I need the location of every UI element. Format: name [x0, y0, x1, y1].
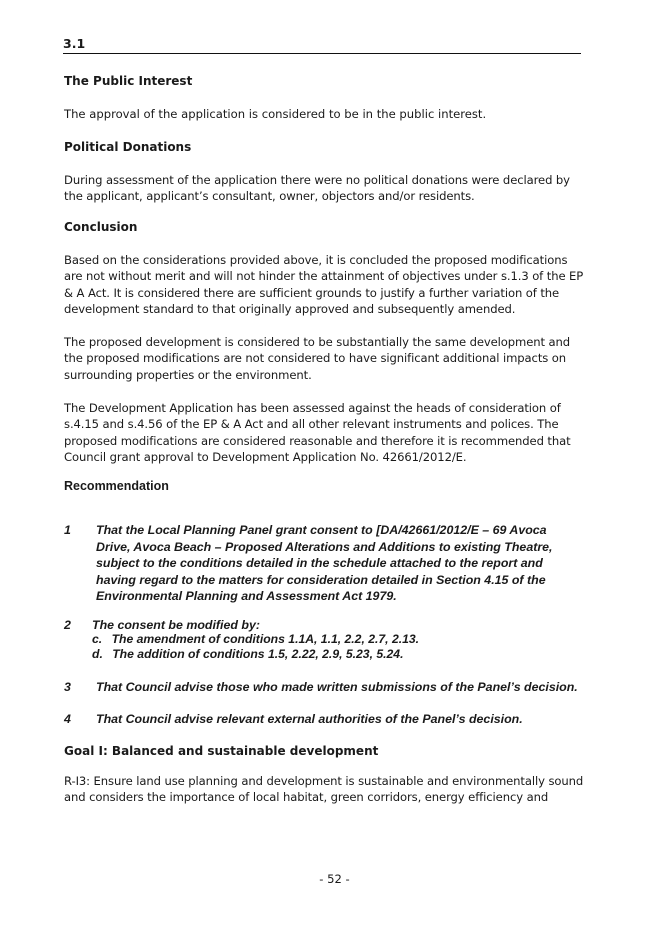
recommendation-item-text: That the Local Planning Panel grant consent to [DA/42661/2012/E – 69 Avoca Drive, Avoca Beach – Proposed Alterations and Additions to existing Theatre, subject to the conditions detailed in the schedule attached to the report and having regard to the matters for consideration detailed in Section 4.15 of the Environmental Planning and Assessment Act 1979. — [96, 523, 553, 603]
recommendation-item-text: That Council advise relevant external authorities of the Panel’s decision. — [96, 712, 523, 726]
public-interest-heading: The Public Interest — [64, 74, 193, 88]
subitem-text: The amendment of conditions 1.1A, 1.1, 2.2, 2.7, 2.13. — [111, 632, 420, 646]
recommendation-item-text: The consent be modified by: — [92, 618, 260, 632]
conclusion-paragraph-1: Based on the considerations provided above, it is concluded the proposed modifications are not without merit and will not hinder the attainment of objectives under s.1.3 of the EP & A Act. It is considered there are sufficient grounds to justify a further variation of the development standard to that originally approved and subsequently amended. — [64, 253, 584, 316]
conclusion-paragraph-3: The Development Application has been assessed against the heads of consideration of s.4.15 and s.4.56 of the EP & A Act and all other relevant instruments and polices. The proposed modifications are considered reasonable and therefore it is recommended that Council grant approval to Development Application No. 42661/2012/E. — [64, 401, 571, 464]
recommendation-subitem — [92, 647, 403, 662]
recommendation-item-number: 1 — [64, 523, 71, 537]
subitem-letter: c. — [92, 632, 103, 646]
recommendation-item-number: 4 — [64, 712, 71, 726]
goal-text: R-I3: Ensure land use planning and development is sustainable and environmentally sound and considers the importance of local habitat, green corridors, energy efficiency and — [64, 774, 584, 805]
section-number: 3.1 — [63, 36, 86, 51]
recommendation-heading: Recommendation — [64, 479, 169, 493]
header-rule — [63, 53, 581, 54]
public-interest-text: The approval of the application is considered to be in the public interest. — [64, 107, 487, 121]
recommendation-item-number: 3 — [64, 680, 71, 694]
recommendation-subitem — [92, 632, 419, 647]
page-number: - 52 - — [319, 872, 350, 886]
goal-heading: Goal I: Balanced and sustainable development — [64, 744, 379, 758]
conclusion-paragraph-2: The proposed development is considered to be substantially the same development and the proposed modifications are not considered to have significant additional impacts on surrounding properties or the environment. — [64, 335, 571, 382]
conclusion-heading: Conclusion — [64, 220, 138, 234]
recommendation-item-text: That Council advise those who made written submissions of the Panel’s decision. — [96, 680, 578, 694]
subitem-letter: d. — [92, 647, 103, 661]
recommendation-item-number: 2 — [64, 618, 71, 632]
political-donations-text: During assessment of the application there were no political donations were declared by the applicant, applicant’s consultant, owner, objectors and/or residents. — [64, 173, 570, 204]
political-donations-heading: Political Donations — [64, 140, 192, 154]
subitem-text: The addition of conditions 1.5, 2.22, 2.9, 5.23, 5.24. — [112, 647, 404, 661]
